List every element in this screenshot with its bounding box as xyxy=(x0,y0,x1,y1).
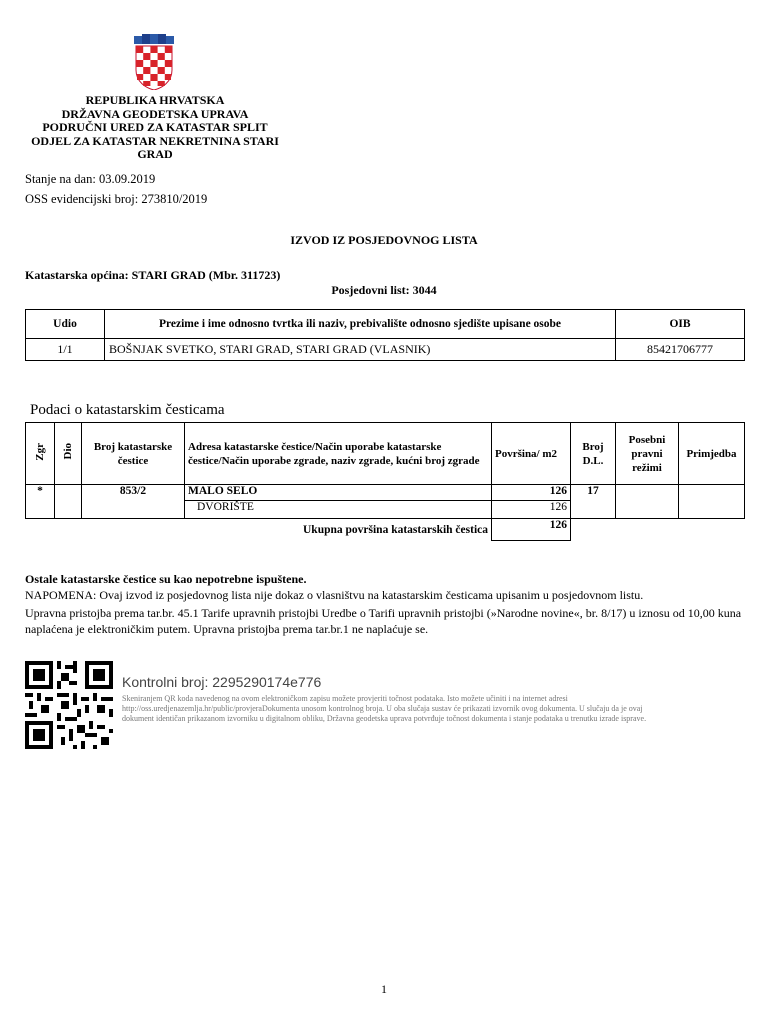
stanje-date: Stanje na dan: 03.09.2019 xyxy=(25,172,156,186)
qr-code xyxy=(25,661,113,749)
napomena: NAPOMENA: Ovaj izvod iz posjedovnog lista nije dokaz o vlasništvu na katastarskim česticama upisanim u posjedovnom listu. xyxy=(25,588,644,602)
cell-adresa: MALO SELO xyxy=(185,485,492,501)
col-dio xyxy=(55,423,82,485)
cell-udio: 1/1 xyxy=(26,339,105,361)
total-row xyxy=(26,519,745,541)
cell-dio xyxy=(55,485,82,519)
document-title: IZVOD IZ POSJEDOVNOG LISTA xyxy=(290,233,478,247)
omitted-note: Ostale katastarske čestice su kao nepotrebne ispuštene. xyxy=(25,572,307,586)
cell-zgr: * xyxy=(26,485,55,519)
cell-primjedba xyxy=(679,485,745,519)
coat-of-arms xyxy=(132,34,176,90)
header-line: DRŽAVNA GEODETSKA UPRAVA xyxy=(61,106,249,121)
kontrolni-broj: Kontrolni broj: 2295290174e776 xyxy=(122,674,322,690)
header-line: PODRUČNI URED ZA KATASTAR SPLIT xyxy=(42,120,268,134)
oss-number: OSS evidencijski broj: 273810/2019 xyxy=(25,192,208,206)
col-dio-label: Dio xyxy=(62,443,74,460)
col-zgr xyxy=(26,423,55,485)
cell-name: BOŠNJAK SVETKO, STARI GRAD, STARI GRAD (VLASNIK) xyxy=(105,339,616,361)
cell-dl: 17 xyxy=(571,485,616,519)
col-posebni: Posebni pravni režimi xyxy=(616,423,679,485)
col-oib: OIB xyxy=(616,310,745,339)
table-row xyxy=(26,339,745,361)
table-header-row xyxy=(26,423,745,485)
cell-nacin: DVORIŠTE xyxy=(185,501,492,519)
cell-sub-povrsina: 126 xyxy=(492,501,571,519)
cell-posebni xyxy=(616,485,679,519)
cell-oib: 85421706777 xyxy=(616,339,745,361)
table-row xyxy=(26,485,745,501)
parcels-table xyxy=(25,422,745,541)
col-povrsina: Površina/ m2 xyxy=(492,423,571,485)
katastarska-opcina: Katastarska općina: STARI GRAD (Mbr. 311723) xyxy=(25,268,281,282)
notes xyxy=(25,571,745,637)
total-label: Ukupna površina katastarskih čestica xyxy=(303,523,488,536)
cell-povrsina: 126 xyxy=(492,485,571,501)
issuer-header xyxy=(20,94,290,162)
col-adresa: Adresa katastarske čestice/Način uporabe katastarske čestice/Način uporabe zgrade, naziv zgrade, kućni broj zgrade xyxy=(185,423,492,485)
col-udio: Udio xyxy=(26,310,105,339)
table-header-row xyxy=(26,310,745,339)
total-spacer xyxy=(571,519,745,541)
posjedovni-list: Posjedovni list: 3044 xyxy=(331,283,437,297)
total-value: 126 xyxy=(492,519,571,541)
pristojba-note: Upravna pristojba prema tar.br. 45.1 Tarife upravnih pristojbi Uredbe o Tarifi upravnih pristojbi (»Narodne novine«, br. 8/17) u iznosu od 10,00 kuna naplaćena je elektroničkim putem. Upravna pristojba prema tar.br.1 ne naplaćuje se. xyxy=(25,606,742,636)
col-zgr-label: Zgr xyxy=(34,442,46,461)
col-name: Prezime i ime odnosno tvrtka ili naziv, prebivalište odnosno sjedište upisane osobe xyxy=(105,310,616,339)
page-number: 1 xyxy=(381,982,387,996)
header-line: ODJEL ZA KATASTAR NEKRETNINA STARI GRAD xyxy=(31,133,279,161)
col-primjedba: Primjedba xyxy=(679,423,745,485)
col-broj: Broj katastarske čestice xyxy=(82,423,185,485)
col-dl: Broj D.L. xyxy=(571,423,616,485)
header-line: REPUBLIKA HRVATSKA xyxy=(85,93,225,107)
section-title: Podaci o katastarskim česticama xyxy=(30,402,225,418)
cell-broj: 853/2 xyxy=(82,485,185,519)
owners-table xyxy=(25,309,745,361)
qr-info-text: Skeniranjem QR koda navedenog na ovom elektroničkom zapisu možete provjeriti točnost podataka. Isto možete učiniti i na internet adresi http://oss.uredjenazemlja.hr/public/provjeraDokumenta unosom kontrolnog broja. U oba slučaja sustav će prikazati izvornik ovog dokumenta. U slučaju da je ovaj dokument identičan prikazanom izvorniku u digitalnom obliku, Državna geodetska uprava potvrđuje točnost dokumenta i stanje podataka u trenutku izrade isprave. xyxy=(122,694,647,723)
